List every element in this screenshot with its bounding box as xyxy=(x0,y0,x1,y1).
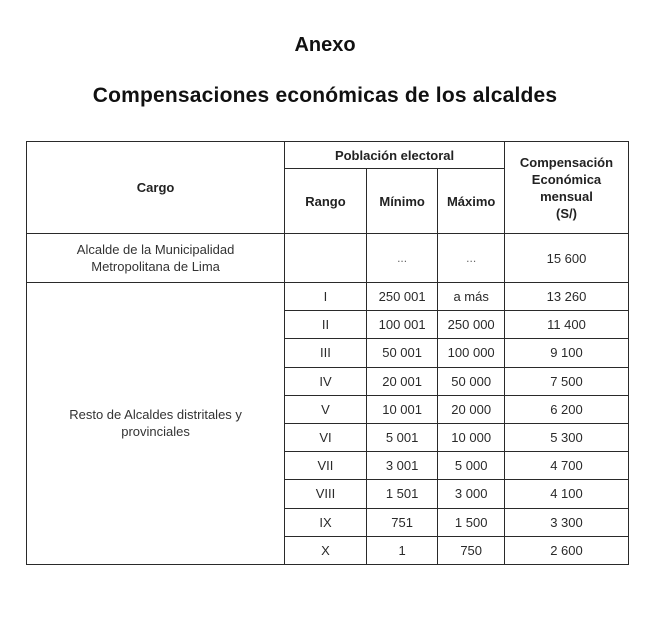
cell-minimo: 100 001 xyxy=(366,311,438,339)
header-compensacion-line3: mensual xyxy=(540,188,593,204)
compensation-table xyxy=(26,141,629,565)
cell-compensacion-lima: 15 600 xyxy=(504,234,628,283)
cell-compensacion: 4 700 xyxy=(504,452,628,480)
cell-maximo-lima: ... xyxy=(438,234,505,283)
header-compensacion-line2: Económica xyxy=(531,171,602,187)
cell-rango: VIII xyxy=(285,480,367,508)
cell-maximo: 10 000 xyxy=(438,423,505,451)
cell-compensacion: 5 300 xyxy=(504,423,628,451)
cell-rango-lima xyxy=(285,234,367,283)
cell-compensacion: 6 200 xyxy=(504,395,628,423)
header-cargo: Cargo xyxy=(27,142,285,234)
cell-minimo: 1 xyxy=(366,536,438,564)
cell-maximo: 250 000 xyxy=(438,311,505,339)
cell-rango: V xyxy=(285,395,367,423)
cell-compensacion: 2 600 xyxy=(504,536,628,564)
table-row xyxy=(27,283,629,311)
cell-minimo-lima: ... xyxy=(366,234,438,283)
cell-cargo-resto xyxy=(27,283,285,565)
cell-cargo-lima xyxy=(27,234,285,283)
cell-minimo: 20 001 xyxy=(366,367,438,395)
cell-minimo: 50 001 xyxy=(366,339,438,367)
cell-maximo: 50 000 xyxy=(438,367,505,395)
header-compensacion-line4: (S/) xyxy=(556,205,577,221)
cell-minimo: 250 001 xyxy=(366,283,438,311)
table-row-lima xyxy=(27,234,629,283)
cell-compensacion: 13 260 xyxy=(504,283,628,311)
cell-maximo: 750 xyxy=(438,536,505,564)
cell-maximo: 100 000 xyxy=(438,339,505,367)
cell-minimo: 751 xyxy=(366,508,438,536)
cell-compensacion: 9 100 xyxy=(504,339,628,367)
cell-rango: IX xyxy=(285,508,367,536)
cell-maximo: 20 000 xyxy=(438,395,505,423)
cell-maximo: 3 000 xyxy=(438,480,505,508)
cell-compensacion: 11 400 xyxy=(504,311,628,339)
cell-rango: VII xyxy=(285,452,367,480)
cell-maximo: 1 500 xyxy=(438,508,505,536)
cell-rango: I xyxy=(285,283,367,311)
cell-rango: III xyxy=(285,339,367,367)
cell-minimo: 10 001 xyxy=(366,395,438,423)
header-minimo: Mínimo xyxy=(366,169,438,234)
cargo-resto-line1: Resto de Alcaldes distritales y xyxy=(69,407,242,423)
cell-maximo: a más xyxy=(438,283,505,311)
cell-rango: X xyxy=(285,536,367,564)
cell-minimo: 5 001 xyxy=(366,423,438,451)
cell-rango: VI xyxy=(285,423,367,451)
cell-minimo: 3 001 xyxy=(366,452,438,480)
cell-rango: II xyxy=(285,311,367,339)
cell-compensacion: 3 300 xyxy=(504,508,628,536)
cargo-lima-line1: Alcalde de la Municipalidad xyxy=(76,242,235,257)
cell-compensacion: 7 500 xyxy=(504,367,628,395)
cell-compensacion: 4 100 xyxy=(504,480,628,508)
header-compensacion xyxy=(504,142,628,234)
header-rango: Rango xyxy=(285,169,367,234)
table-header-row xyxy=(27,142,629,169)
header-maximo: Máximo xyxy=(438,169,505,234)
header-poblacion-electoral: Población electoral xyxy=(285,142,505,169)
cargo-lima-line2: Metropolitana de Lima xyxy=(91,259,220,274)
cell-rango: IV xyxy=(285,367,367,395)
cell-minimo: 1 501 xyxy=(366,480,438,508)
header-compensacion-line1: Compensación xyxy=(519,154,614,170)
cell-maximo: 5 000 xyxy=(438,452,505,480)
document-heading: Anexo xyxy=(294,34,356,56)
cargo-resto-line2: provinciales xyxy=(121,424,190,440)
document-title: Compensaciones económicas de los alcaldes xyxy=(92,84,558,107)
